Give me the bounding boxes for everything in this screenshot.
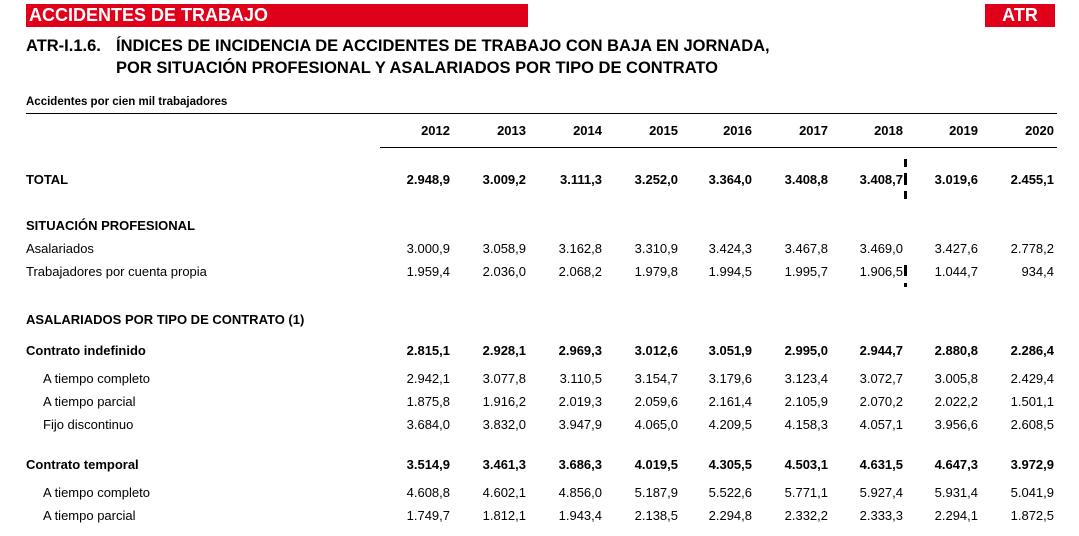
table-cell: 3.154,7 bbox=[634, 371, 678, 386]
table-cell: 3.000,9 bbox=[406, 241, 450, 256]
table-cell: 3.162,8 bbox=[558, 241, 602, 256]
year-header-2014: 2014 bbox=[573, 123, 602, 138]
table-cell: 2.333,3 bbox=[859, 508, 903, 523]
table-cell: 3.310,9 bbox=[634, 241, 678, 256]
row-label: Contrato temporal bbox=[26, 457, 139, 472]
table-cell: 2.944,7 bbox=[859, 343, 903, 358]
table-cell: 2.608,5 bbox=[1010, 417, 1054, 432]
row-label: ASALARIADOS POR TIPO DE CONTRATO (1) bbox=[26, 312, 305, 327]
table-cell: 3.051,9 bbox=[708, 343, 752, 358]
table-cell: 1.943,4 bbox=[558, 508, 602, 523]
section-banner: ACCIDENTES DE TRABAJO bbox=[26, 4, 528, 27]
table-title-line-1 bbox=[26, 37, 770, 56]
series-break-mark bbox=[904, 173, 907, 185]
year-header-2016: 2016 bbox=[723, 123, 752, 138]
row-label: SITUACIÓN PROFESIONAL bbox=[26, 218, 196, 233]
table-cell: 5.041,9 bbox=[1010, 485, 1054, 500]
table-cell: 4.158,3 bbox=[784, 417, 828, 432]
table-row bbox=[0, 508, 1079, 526]
table-cell: 3.408,7 bbox=[859, 172, 903, 187]
row-label: A tiempo completo bbox=[43, 485, 150, 500]
row-label: Asalariados bbox=[26, 241, 94, 256]
table-cell: 2.105,9 bbox=[784, 394, 828, 409]
table-cell: 2.059,6 bbox=[634, 394, 678, 409]
table-row bbox=[0, 241, 1079, 259]
table-cell: 934,4 bbox=[1021, 264, 1054, 279]
table-cell: 2.455,1 bbox=[1010, 172, 1054, 187]
table-cell: 2.778,2 bbox=[1010, 241, 1054, 256]
table-cell: 1.979,8 bbox=[634, 264, 678, 279]
table-cell: 3.364,0 bbox=[708, 172, 752, 187]
table-cell: 2.294,1 bbox=[934, 508, 978, 523]
table-cell: 2.948,9 bbox=[406, 172, 450, 187]
top-rule bbox=[26, 113, 1057, 114]
table-cell: 4.503,1 bbox=[784, 457, 828, 472]
table-cell: 4.305,5 bbox=[708, 457, 752, 472]
row-label: Fijo discontinuo bbox=[43, 417, 134, 432]
table-cell: 4.057,1 bbox=[859, 417, 903, 432]
table-cell: 3.252,0 bbox=[634, 172, 678, 187]
table-cell: 5.927,4 bbox=[859, 485, 903, 500]
row-label: Contrato indefinido bbox=[26, 343, 146, 358]
table-cell: 3.072,7 bbox=[859, 371, 903, 386]
table-cell: 4.602,1 bbox=[482, 485, 526, 500]
table-cell: 1.906,5 bbox=[859, 264, 903, 279]
table-cell: 2.070,2 bbox=[859, 394, 903, 409]
series-break-mark bbox=[904, 191, 907, 199]
row-label: A tiempo parcial bbox=[43, 394, 136, 409]
table-cell: 2.815,1 bbox=[406, 343, 450, 358]
table-cell: 1.875,8 bbox=[406, 394, 450, 409]
table-cell: 2.880,8 bbox=[934, 343, 978, 358]
table-title-line-2 bbox=[26, 59, 718, 78]
table-cell: 2.942,1 bbox=[406, 371, 450, 386]
table-cell: 4.856,0 bbox=[558, 485, 602, 500]
table-cell: 3.956,6 bbox=[934, 417, 978, 432]
year-header-2015: 2015 bbox=[649, 123, 678, 138]
table-cell: 2.286,4 bbox=[1010, 343, 1054, 358]
table-cell: 5.522,6 bbox=[708, 485, 752, 500]
table-cell: 2.161,4 bbox=[708, 394, 752, 409]
table-row bbox=[0, 394, 1079, 412]
year-header-2020: 2020 bbox=[1025, 123, 1054, 138]
table-cell: 3.514,9 bbox=[406, 457, 450, 472]
table-row bbox=[0, 343, 1079, 361]
table-code: ATR-I.1.6. bbox=[26, 37, 101, 55]
row-label: TOTAL bbox=[26, 172, 69, 187]
table-cell: 3.467,8 bbox=[784, 241, 828, 256]
header-rule bbox=[380, 147, 1057, 148]
row-label: Trabajadores por cuenta propia bbox=[26, 264, 207, 279]
table-cell: 3.408,8 bbox=[784, 172, 828, 187]
table-cell: 2.429,4 bbox=[1010, 371, 1054, 386]
table-row bbox=[0, 312, 1079, 330]
table-cell: 5.771,1 bbox=[784, 485, 828, 500]
table-cell: 2.068,2 bbox=[558, 264, 602, 279]
table-row bbox=[0, 218, 1079, 236]
table-cell: 2.036,0 bbox=[482, 264, 526, 279]
table-cell: 3.111,3 bbox=[560, 172, 602, 187]
table-cell: 3.012,6 bbox=[634, 343, 678, 358]
table-cell: 1.044,7 bbox=[934, 264, 978, 279]
year-header-2017: 2017 bbox=[799, 123, 828, 138]
table-cell: 2.995,0 bbox=[784, 343, 828, 358]
unit-label: Accidentes por cien mil trabajadores bbox=[26, 96, 228, 108]
table-row bbox=[0, 457, 1079, 475]
table-cell: 3.019,6 bbox=[934, 172, 978, 187]
table-cell: 4.019,5 bbox=[634, 457, 678, 472]
year-header-2018: 2018 bbox=[874, 123, 903, 138]
title-text-2: POR SITUACIÓN PROFESIONAL Y ASALARIADOS POR TIPO DE CONTRATO bbox=[116, 59, 719, 77]
year-header-2013: 2013 bbox=[497, 123, 526, 138]
table-cell: 4.647,3 bbox=[934, 457, 978, 472]
table-row bbox=[0, 172, 1079, 190]
table-cell: 3.110,5 bbox=[559, 371, 602, 386]
table-cell: 3.123,4 bbox=[784, 371, 828, 386]
table-cell: 2.928,1 bbox=[482, 343, 526, 358]
table-row bbox=[0, 485, 1079, 503]
table-cell: 1.872,5 bbox=[1010, 508, 1054, 523]
table-cell: 1.995,7 bbox=[784, 264, 828, 279]
table-cell: 4.209,5 bbox=[708, 417, 752, 432]
table-cell: 2.969,3 bbox=[558, 343, 602, 358]
table-cell: 2.138,5 bbox=[634, 508, 678, 523]
table-cell: 1.959,4 bbox=[406, 264, 450, 279]
row-label: A tiempo completo bbox=[43, 371, 150, 386]
table-cell: 2.332,2 bbox=[784, 508, 828, 523]
table-cell: 3.947,9 bbox=[558, 417, 602, 432]
table-cell: 3.424,3 bbox=[708, 241, 752, 256]
row-label: A tiempo parcial bbox=[43, 508, 136, 523]
series-break-mark bbox=[904, 159, 907, 167]
table-cell: 5.187,9 bbox=[634, 485, 678, 500]
title-text-1: ÍNDICES DE INCIDENCIA DE ACCIDENTES DE TRABAJO CON BAJA EN JORNADA, bbox=[116, 37, 770, 55]
table-cell: 3.832,0 bbox=[482, 417, 526, 432]
table-cell: 4.608,8 bbox=[406, 485, 450, 500]
table-cell: 3.005,8 bbox=[934, 371, 978, 386]
table-cell: 3.469,0 bbox=[859, 241, 903, 256]
table-cell: 3.972,9 bbox=[1010, 457, 1054, 472]
table-cell: 4.631,5 bbox=[859, 457, 903, 472]
table-cell: 2.022,2 bbox=[934, 394, 978, 409]
table-cell: 3.461,3 bbox=[482, 457, 526, 472]
series-break-mark bbox=[904, 265, 907, 276]
table-cell: 5.931,4 bbox=[934, 485, 978, 500]
table-cell: 3.179,6 bbox=[708, 371, 752, 386]
table-cell: 1.994,5 bbox=[708, 264, 752, 279]
table-cell: 3.684,0 bbox=[406, 417, 450, 432]
table-cell: 3.058,9 bbox=[482, 241, 526, 256]
table-row bbox=[0, 264, 1079, 282]
table-cell: 1.812,1 bbox=[482, 508, 526, 523]
table-cell: 3.686,3 bbox=[558, 457, 602, 472]
table-cell: 3.427,6 bbox=[934, 241, 978, 256]
year-header-2019: 2019 bbox=[949, 123, 978, 138]
year-header-2012: 2012 bbox=[421, 123, 450, 138]
table-cell: 1.501,1 bbox=[1010, 394, 1054, 409]
table-cell: 3.077,8 bbox=[482, 371, 526, 386]
table-cell: 2.019,3 bbox=[558, 394, 602, 409]
table-cell: 1.916,2 bbox=[482, 394, 526, 409]
table-row bbox=[0, 417, 1079, 435]
section-badge: ATR bbox=[985, 4, 1055, 27]
series-break-mark bbox=[904, 283, 907, 287]
table-cell: 1.749,7 bbox=[406, 508, 450, 523]
table-cell: 2.294,8 bbox=[708, 508, 752, 523]
table-cell: 3.009,2 bbox=[482, 172, 526, 187]
table-row bbox=[0, 371, 1079, 389]
table-cell: 4.065,0 bbox=[634, 417, 678, 432]
